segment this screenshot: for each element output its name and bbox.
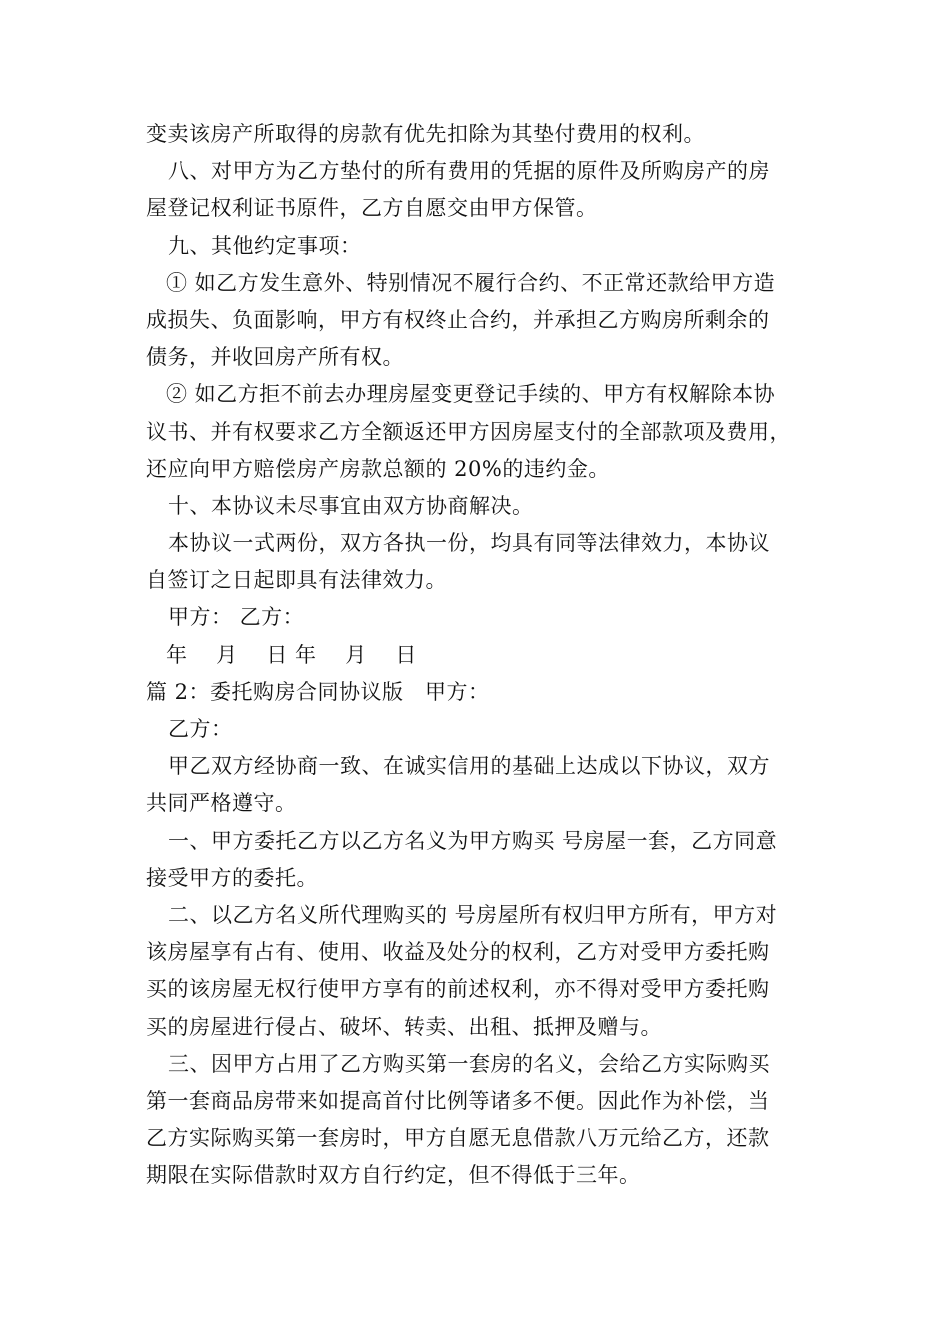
article-2-line: 二、以乙方名义所代理购买的 号房屋所有权归甲方所有，甲方对 (168, 902, 778, 927)
article-1-line: 一、甲方委托乙方以乙方名义为甲方购买 号房屋一套，乙方同意 (168, 828, 778, 853)
signature-date-line: 年 月 日 年 月 日 (166, 642, 417, 667)
clause-9-heading: 九、其他约定事项： (168, 233, 362, 258)
signature-parties-line: 甲方： 乙方： (168, 605, 305, 630)
article-2-line: 买的该房屋无权行使甲方享有的前述权利，亦不得对受甲方委托购 (146, 977, 770, 1002)
article-3-line: 三、因甲方占用了乙方购买第一套房的名义，会给乙方实际购买 (168, 1051, 770, 1076)
closing-paragraph-line: 自签订之日起即具有法律效力。 (146, 568, 447, 593)
party-b-label: 乙方： (168, 717, 233, 741)
paragraph-line: 变卖该房产所取得的房款有优先扣除为其垫付费用的权利。 (146, 122, 705, 146)
clause-9-item-1-line: ① 如乙方发生意外、特别情况不履行合约、不正常还款给甲方造 (166, 270, 776, 295)
article-3-line: 第一套商品房带来如提高首付比例等诸多不便。因此作为补偿，当 (146, 1088, 770, 1113)
clause-9-item-2-line: 还应向甲方赔偿房产房款总额的 20%的违约金。 (146, 456, 610, 481)
clause-9-item-2-line: 议书、并有权要求乙方全额返还甲方因房屋支付的全部款项及费用， (146, 419, 791, 444)
clause-8-line: 八、对甲方为乙方垫付的所有费用的凭据的原件及所购房产的房 (168, 159, 770, 184)
clause-10-line: 十、本协议未尽事宜由双方协商解决。 (168, 493, 534, 518)
clause-9-item-2-line: ② 如乙方拒不前去办理房屋变更登记手续的、甲方有权解除本协 (166, 382, 776, 407)
preamble-line: 共同严格遵守。 (146, 791, 297, 816)
clause-8-line: 屋登记权利证书原件，乙方自愿交由甲方保管。 (146, 196, 598, 221)
clause-9-item-1-line: 债务，并收回房产所有权。 (146, 345, 404, 370)
article-1-line: 接受甲方的委托。 (146, 865, 318, 890)
document-body (146, 116, 811, 1194)
preamble-line: 甲乙双方经协商一致、在诚实信用的基础上达成以下协议，双方 (168, 754, 770, 779)
section-2-heading: 篇 2：委托购房合同协议版 甲方： (146, 679, 490, 704)
closing-paragraph-line: 本协议一式两份，双方各执一份，均具有同等法律效力，本协议 (168, 531, 770, 556)
article-2-line: 买的房屋进行侵占、破坏、转卖、出租、抵押及赠与。 (146, 1014, 662, 1039)
clause-9-item-1-line: 成损失、负面影响，甲方有权终止合约，并承担乙方购房所剩余的 (146, 307, 770, 332)
article-3-line: 乙方实际购买第一套房时，甲方自愿无息借款八万元给乙方，还款 (146, 1126, 770, 1151)
article-3-line: 期限在实际借款时双方自行约定，但不得低于三年。 (146, 1163, 641, 1188)
article-2-line: 该房屋享有占有、使用、收益及处分的权利，乙方对受甲方委托购 (146, 940, 770, 965)
